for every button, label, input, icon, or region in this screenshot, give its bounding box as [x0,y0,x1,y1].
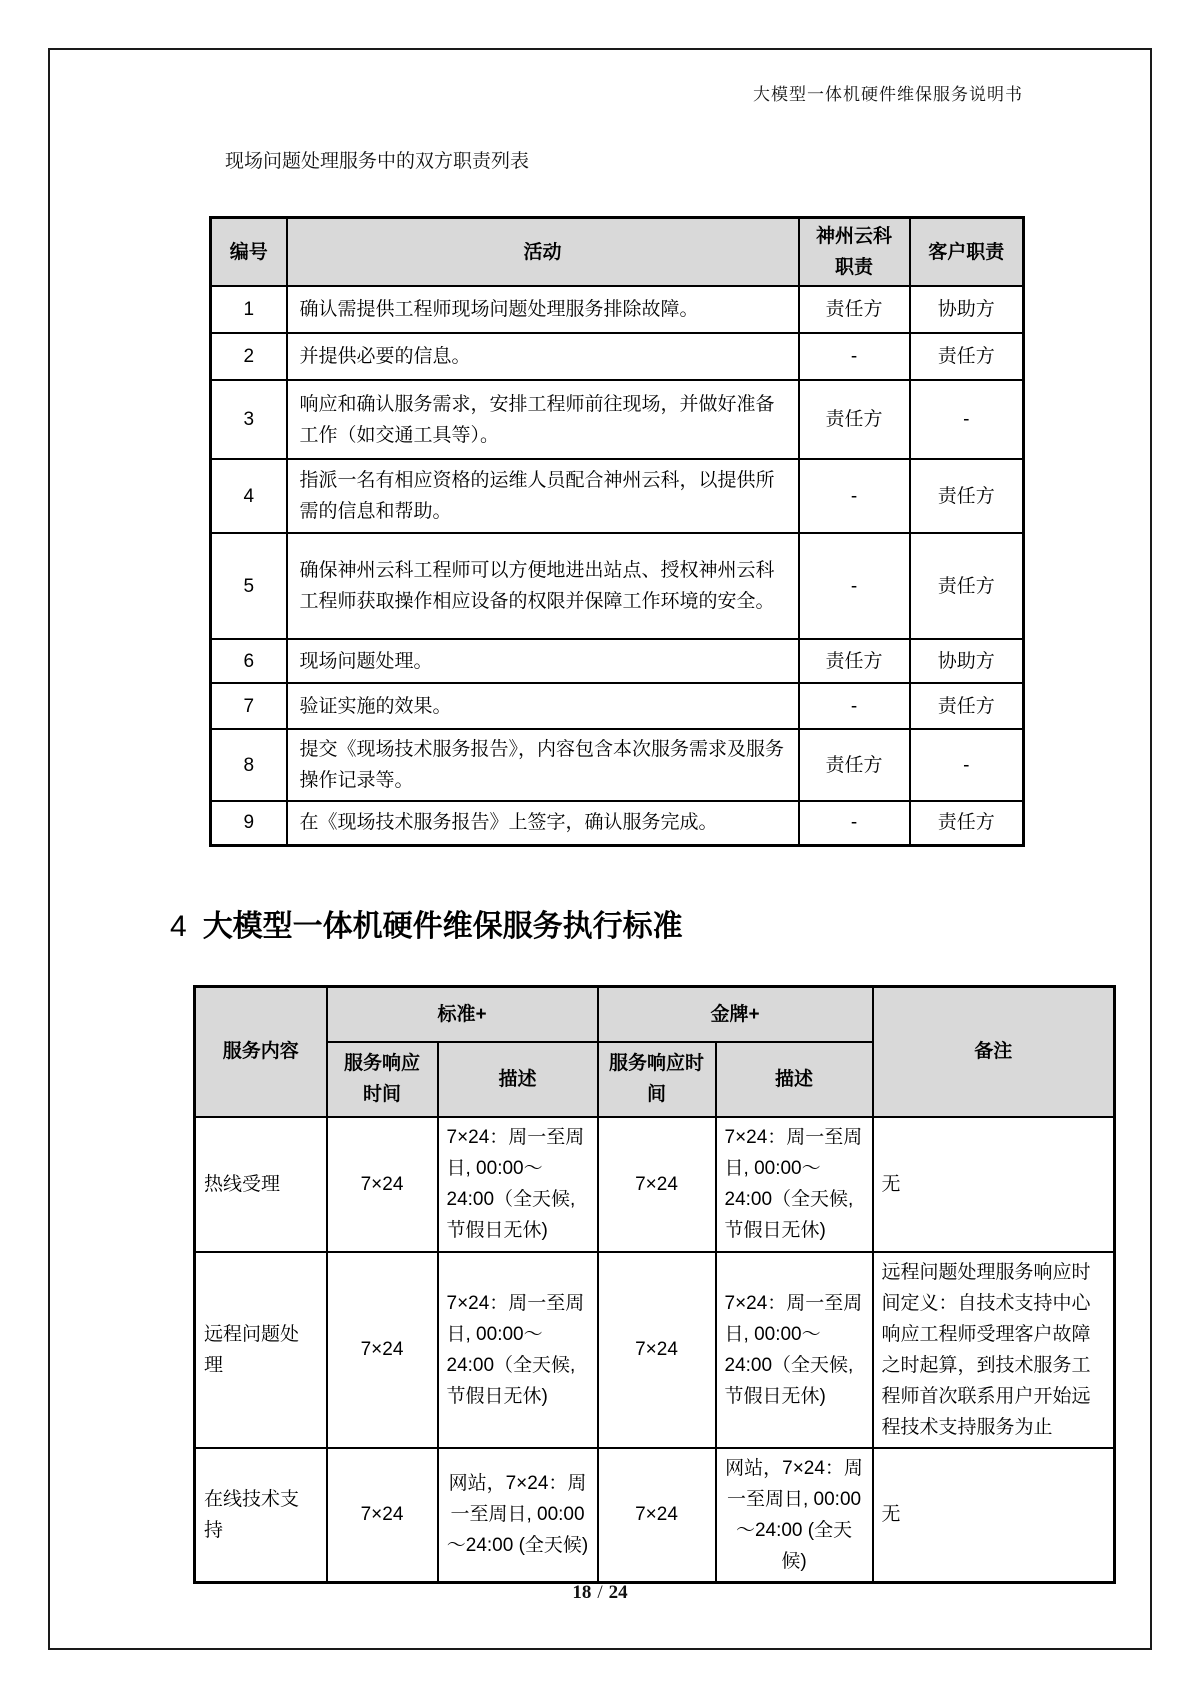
row-service: 在线技术支持 [195,1448,327,1583]
row-customer-role: 责任方 [910,801,1024,845]
row-activity: 在《现场技术服务报告》上签字，确认服务完成。 [287,801,799,845]
col-header-std-response-time: 服务响应时间 [327,1042,438,1117]
row-customer-role: 责任方 [910,533,1024,639]
page-header-title: 大模型一体机硬件维保服务说明书 [753,85,1023,104]
section-heading [170,906,683,948]
row-activity: 验证实施的效果。 [287,683,799,729]
row-customer-role: - [910,729,1024,801]
row-gold-desc: 7×24：周一至周日, 00:00～24:00（全天候, 节假日无休) [716,1252,873,1448]
row-no: 2 [211,333,287,380]
table-row [211,729,1024,801]
table-row [211,683,1024,729]
row-remark: 无 [873,1448,1115,1583]
page-number-current: 18 [572,1582,592,1603]
page-footer [0,1582,1200,1604]
table-header-row [211,218,1024,287]
row-vendor-role: - [799,459,910,533]
table-row [195,1117,1115,1252]
table-row [211,333,1024,380]
page-number-total: 24 [608,1582,628,1603]
row-std-time: 7×24 [327,1117,438,1252]
row-no: 8 [211,729,287,801]
row-remark: 远程问题处理服务响应时间定义：自技术支持中心响应工程师受理客户故障之时起算，到技术服务工程师首次联系用户开始远程技术支持服务为止 [873,1252,1115,1448]
row-customer-role: 责任方 [910,459,1024,533]
row-vendor-role: - [799,801,910,845]
row-activity: 提交《现场技术服务报告》，内容包含本次服务需求及服务操作记录等。 [287,729,799,801]
row-std-desc: 7×24：周一至周日, 00:00～24:00（全天候, 节假日无休) [438,1117,598,1252]
col-header-no: 编号 [211,218,287,287]
row-remark: 无 [873,1117,1115,1252]
service-standard-table [193,985,1116,1584]
row-vendor-role: 责任方 [799,639,910,683]
row-no: 9 [211,801,287,845]
row-std-desc: 网站，7×24：周一至周日, 00:00～24:00 (全天候) [438,1448,598,1583]
row-std-time: 7×24 [327,1448,438,1583]
row-service: 热线受理 [195,1117,327,1252]
row-vendor-role: - [799,683,910,729]
table-row [211,533,1024,639]
row-customer-role: 协助方 [910,286,1024,333]
row-gold-time: 7×24 [598,1448,716,1583]
section-title: 大模型一体机硬件维保服务执行标准 [202,910,683,943]
col-header-service: 服务内容 [195,987,327,1117]
table-row [211,639,1024,683]
row-customer-role: - [910,380,1024,459]
row-no: 4 [211,459,287,533]
row-activity: 响应和确认服务需求，安排工程师前往现场，并做好准备工作（如交通工具等）。 [287,380,799,459]
responsibility-table [209,216,1025,847]
table-row [211,286,1024,333]
col-group-standard: 标准+ [327,987,598,1042]
table-row [195,1448,1115,1583]
row-gold-desc: 网站，7×24：周一至周日, 00:00～24:00 (全天候) [716,1448,873,1583]
col-header-gold-response-time: 服务响应时间 [598,1042,716,1117]
col-header-customer: 客户职责 [910,218,1024,287]
row-gold-time: 7×24 [598,1252,716,1448]
row-customer-role: 协助方 [910,639,1024,683]
table-row [211,459,1024,533]
intro-text: 现场问题处理服务中的双方职责列表 [225,151,530,172]
col-header-std-description: 描述 [438,1042,598,1117]
row-std-time: 7×24 [327,1252,438,1448]
row-no: 7 [211,683,287,729]
row-no: 3 [211,380,287,459]
col-header-gold-description: 描述 [716,1042,873,1117]
section-number: 4 [170,910,187,943]
row-customer-role: 责任方 [910,683,1024,729]
col-header-remark: 备注 [873,987,1115,1117]
row-vendor-role: 责任方 [799,729,910,801]
table-row [211,801,1024,845]
table-row [195,1252,1115,1448]
row-no: 1 [211,286,287,333]
row-gold-desc: 7×24：周一至周日, 00:00～24:00（全天候, 节假日无休) [716,1117,873,1252]
row-vendor-role: - [799,333,910,380]
row-vendor-role: 责任方 [799,286,910,333]
row-no: 6 [211,639,287,683]
table-header-row-groups [195,987,1115,1042]
col-group-gold: 金牌+ [598,987,873,1042]
row-activity: 确认需提供工程师现场问题处理服务排除故障。 [287,286,799,333]
row-activity: 确保神州云科工程师可以方便地进出站点、授权神州云科工程师获取操作相应设备的权限并保障工作环境的安全。 [287,533,799,639]
row-activity: 现场问题处理。 [287,639,799,683]
row-activity: 指派一名有相应资格的运维人员配合神州云科，以提供所需的信息和帮助。 [287,459,799,533]
col-header-vendor: 神州云科职责 [799,218,910,287]
col-header-activity: 活动 [287,218,799,287]
row-activity: 并提供必要的信息。 [287,333,799,380]
row-gold-time: 7×24 [598,1117,716,1252]
row-no: 5 [211,533,287,639]
row-customer-role: 责任方 [910,333,1024,380]
row-service: 远程问题处理 [195,1252,327,1448]
page-number-separator: / [597,1582,603,1603]
row-vendor-role: - [799,533,910,639]
row-vendor-role: 责任方 [799,380,910,459]
table-row [211,380,1024,459]
row-std-desc: 7×24：周一至周日, 00:00～24:00（全天候, 节假日无休) [438,1252,598,1448]
